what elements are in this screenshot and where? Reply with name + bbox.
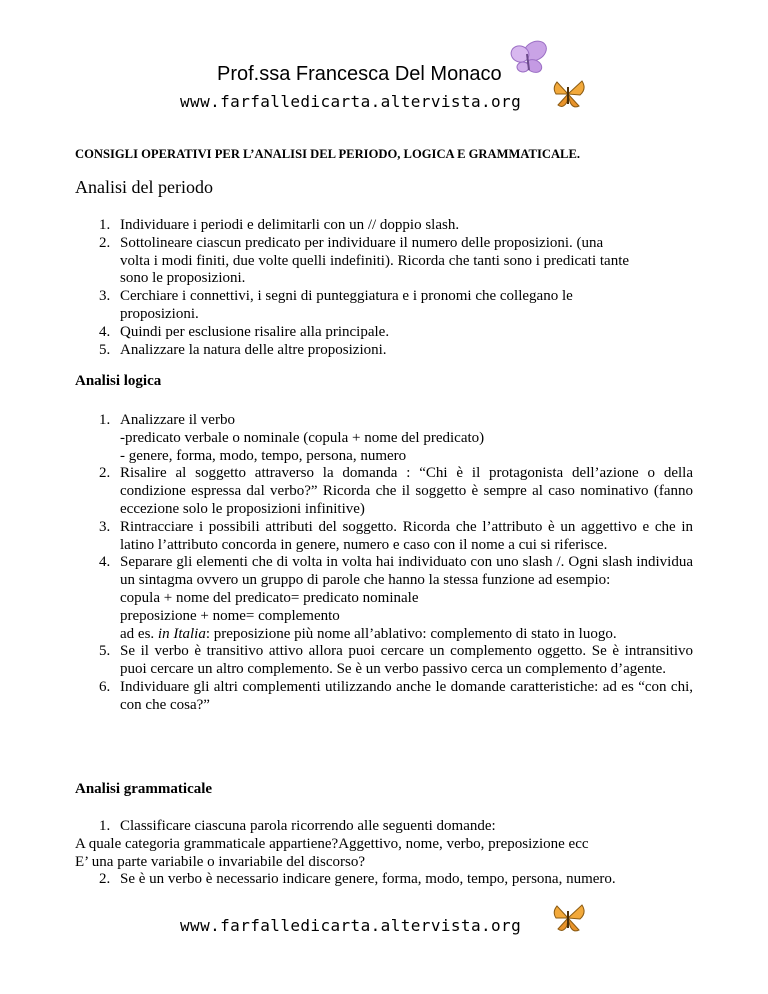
orange-butterfly-icon: [551, 902, 587, 934]
heading-analisi-grammaticale: Analisi grammaticale: [75, 781, 213, 797]
list-analisi-periodo: [75, 217, 635, 359]
list-item: 1. Classificare ciascuna parola ricorrendo alle seguenti domande:: [99, 818, 496, 834]
list-item: 2. Risalire al soggetto attraverso la domanda : “Chi è il protagonista dell’azione o della condizione espressa dal verbo?” Ricorda che il soggetto è sempre al caso nominativo (fanno eccezione solo le proposizioni infinitive): [99, 465, 693, 517]
header-author: Prof.ssa Francesca Del Monaco: [217, 63, 502, 85]
list-item: 2. Se è un verbo è necessario indicare genere, forma, modo, tempo, persona, numero.: [99, 871, 616, 888]
document-title: CONSIGLI OPERATIVI PER L’ANALISI DEL PERIODO, LOGICA E GRAMMATICALE.: [75, 147, 580, 161]
example-line: copula + nome del predicato= predicato nominale: [120, 589, 419, 606]
header-site-url: www.farfalledicarta.altervista.org: [180, 92, 522, 111]
purple-butterfly-icon: [508, 40, 552, 78]
list-item: 4. Quindi per esclusione risalire alla principale.: [99, 323, 390, 340]
list-analisi-grammaticale: [75, 818, 715, 889]
list-analisi-logica: [75, 412, 693, 715]
list-item: 4. Separare gli elementi che di volta in volta hai individuato con uno slash /. Ogni slash individua un sintagma ovvero un gruppo di parole che hanno la stessa funzione ad esempio: copula + nome del predicato= predicato nominale preposizione + nome= complemento ad es. in Italia: preposizione più nome all’ablativo: complemento di stato in luogo.: [99, 554, 693, 642]
orange-butterfly-icon: [551, 78, 587, 110]
list-item: 1. Individuare i periodi e delimitarli con un // doppio slash.: [99, 217, 460, 233]
heading-analisi-periodo: Analisi del periodo: [75, 177, 213, 197]
list-item: 2. Sottolineare ciascun predicato per individuare il numero delle proposizioni. (una volta i modi finiti, due volte quelli indefiniti). Ricorda che tanti sono i predicati tante sono le proposizioni.: [99, 234, 630, 287]
text-line: E’ una parte variabile o invariabile del discorso?: [75, 853, 366, 870]
example-line: ad es. in Italia: preposizione più nome all’ablativo: complemento di stato in luogo.: [120, 625, 617, 642]
list-item: 3. Rintracciare i possibili attributi del soggetto. Ricorda che l’attributo è un aggettivo e che in latino l’attributo concorda in genere, numero e caso con il nome a cui si riferisce.: [99, 518, 693, 553]
text-line: A quale categoria grammaticale appartiene?Aggettivo, nome, verbo, preposizione ecc: [75, 835, 589, 852]
list-item: 1. Analizzare il verbo -predicato verbale o nominale (copula + nome del predicato) - genere, forma, modo, tempo, persona, numero: [99, 412, 485, 464]
heading-analisi-logica: Analisi logica: [75, 373, 162, 389]
list-item: 3. Cerchiare i connettivi, i segni di punteggiatura e i pronomi che collegano le proposizioni.: [99, 288, 573, 322]
example-line: preposizione + nome= complemento: [120, 607, 340, 624]
list-item: 5. Analizzare la natura delle altre proposizioni.: [99, 341, 387, 358]
list-item: 6. Individuare gli altri complementi utilizzando anche le domande caratteristiche: ad es “con chi, con che cosa?”: [99, 678, 693, 713]
list-item: 5. Se il verbo è transitivo attivo allora puoi cercare un complemento oggetto. Se è intransitivo puoi cercare un altro complemento. Se è un verbo passivo cerca un complemento d’agente.: [99, 643, 693, 678]
footer-site-url: www.farfalledicarta.altervista.org: [180, 916, 522, 935]
